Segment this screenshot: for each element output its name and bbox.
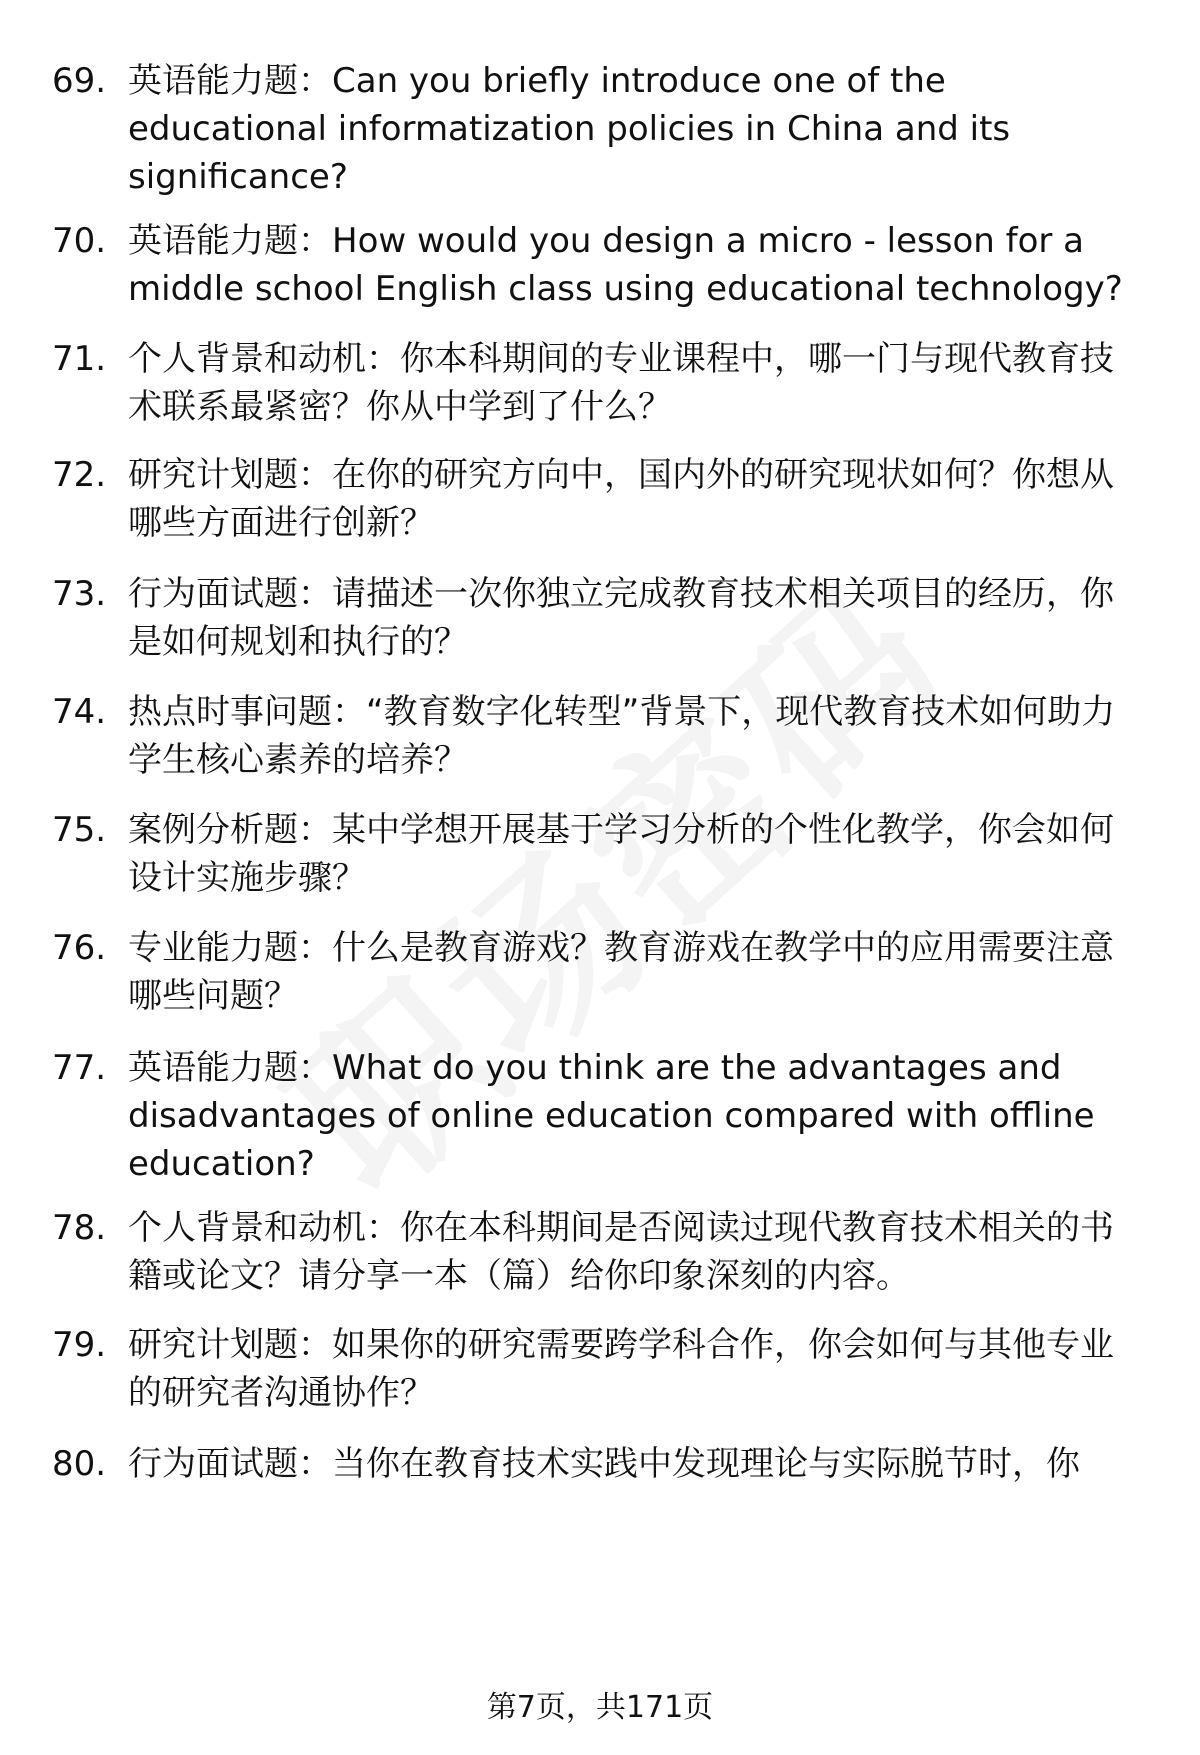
question-number: 76. — [52, 928, 107, 968]
question-70 — [52, 217, 1152, 313]
question-72 — [52, 451, 1152, 547]
question-number: 74. — [52, 692, 107, 732]
question-number: 72. — [52, 455, 107, 495]
question-78 — [52, 1204, 1152, 1300]
page-footer: 第7页，共171页 — [486, 1690, 714, 1725]
question-text: 英语能力题：How would you design a micro - lesson for a middle school English class using educational technology? — [128, 221, 1123, 309]
question-text: 个人背景和动机：你本科期间的专业课程中，哪一门与现代教育技术联系最紧密？你从中学到了什么？ — [128, 339, 1114, 427]
question-74 — [52, 688, 1152, 784]
question-text: 案例分析题：某中学想开展基于学习分析的个性化教学，你会如何设计实施步骤？ — [128, 810, 1114, 898]
question-number: 70. — [52, 221, 107, 261]
question-text: 热点时事问题：“教育数字化转型”背景下，现代教育技术如何助力学生核心素养的培养？ — [128, 692, 1116, 780]
question-69 — [52, 57, 1152, 201]
question-text: 英语能力题：What do you think are the advantages and disadvantages of online education compared with offline education? — [128, 1048, 1095, 1184]
question-text: 个人背景和动机：你在本科期间是否阅读过现代教育技术相关的书籍或论文？请分享一本（篇）给你印象深刻的内容。 — [128, 1208, 1114, 1296]
question-text: 英语能力题：Can you briefly introduce one of the educational informatization policies in China and its significance? — [128, 61, 1011, 197]
question-number: 79. — [52, 1325, 107, 1365]
question-75 — [52, 806, 1152, 902]
question-text: 研究计划题：如果你的研究需要跨学科合作，你会如何与其他专业的研究者沟通协作？ — [128, 1325, 1114, 1413]
question-73 — [52, 570, 1152, 666]
question-number: 78. — [52, 1208, 107, 1248]
question-text: 行为面试题：请描述一次你独立完成教育技术相关项目的经历，你是如何规划和执行的？ — [128, 574, 1114, 662]
question-text: 专业能力题：什么是教育游戏？教育游戏在教学中的应用需要注意哪些问题？ — [128, 928, 1114, 1016]
question-number: 69. — [52, 61, 107, 101]
question-number: 71. — [52, 339, 107, 379]
question-80 — [52, 1440, 1152, 1488]
question-77 — [52, 1044, 1152, 1188]
question-number: 77. — [52, 1048, 107, 1088]
question-text: 行为面试题：当你在教育技术实践中发现理论与实际脱节时，你 — [128, 1444, 1080, 1484]
question-71 — [52, 335, 1152, 431]
question-number: 73. — [52, 574, 107, 614]
question-76 — [52, 924, 1152, 1020]
question-text: 研究计划题：在你的研究方向中，国内外的研究现状如何？你想从哪些方面进行创新？ — [128, 455, 1114, 543]
question-number: 80. — [52, 1444, 107, 1484]
question-79 — [52, 1321, 1152, 1417]
question-number: 75. — [52, 810, 107, 850]
